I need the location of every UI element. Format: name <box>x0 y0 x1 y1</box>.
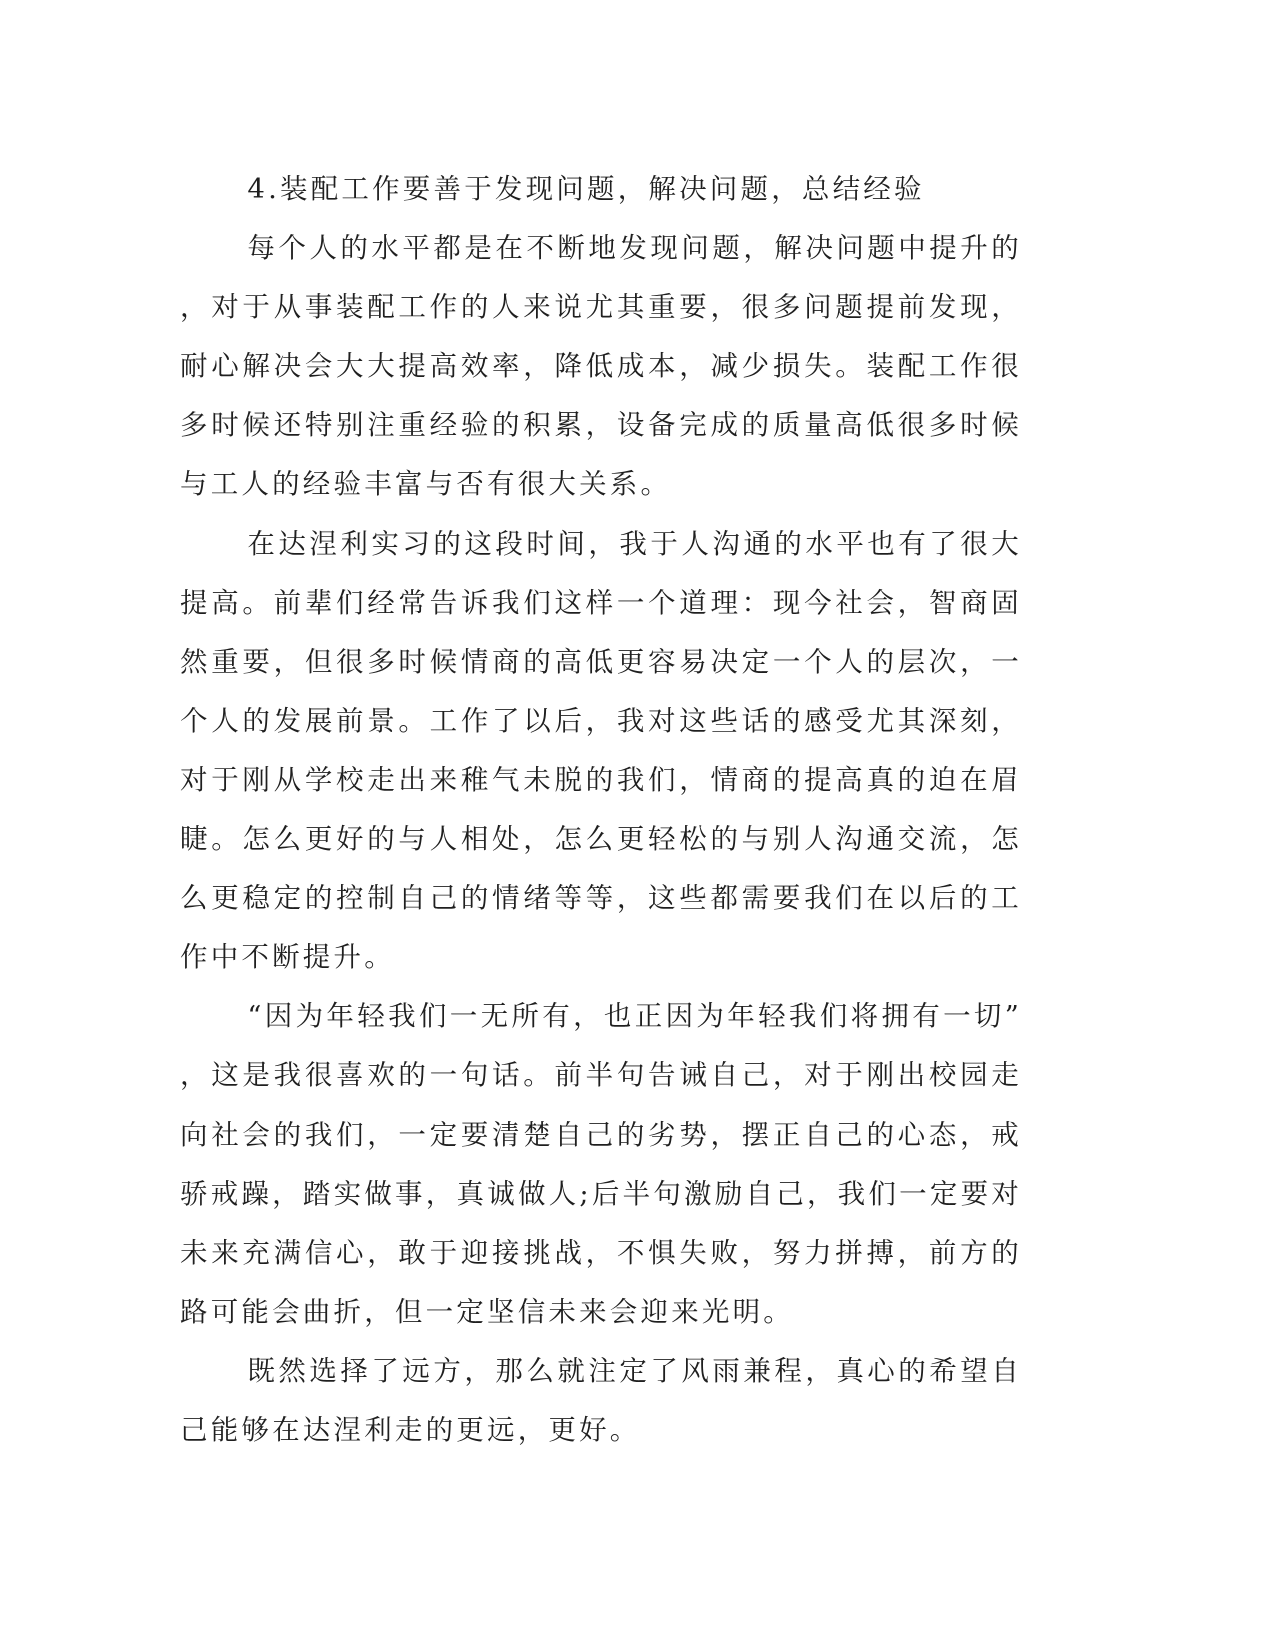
document-body <box>180 160 1022 1460</box>
paragraph-2: 在达涅利实习的这段时间，我于人沟通的水平也有了很大提高。前辈们经常告诉我们这样一个道理：现今社会，智商固然重要，但很多时候情商的高低更容易决定一个人的层次，一个人的发展前景。工作了以后，我对这些话的感受尤其深刻，对于刚从学校走出来稚气未脱的我们，情商的提高真的迫在眉睫。怎么更好的与人相处，怎么更轻松的与别人沟通交流，怎么更稳定的控制自己的情绪等等，这些都需要我们在以后的工作中不断提升。 <box>180 527 1022 974</box>
paragraph-4: 既然选择了远方，那么就注定了风雨兼程，真心的希望自己能够在达涅利走的更远，更好。 <box>180 1354 1022 1446</box>
paragraph-3: “因为年轻我们一无所有，也正因为年轻我们将拥有一切”，这是我很喜欢的一句话。前半句告诫自己，对于刚出校园走向社会的我们，一定要清楚自己的劣势，摆正自己的心态，戒骄戒躁，踏实做事，真诚做人;后半句激励自己，我们一定要对未来充满信心，敢于迎接挑战，不惧失败，努力拼搏，前方的路可能会曲折，但一定坚信未来会迎来光明。 <box>180 1000 1022 1328</box>
section-heading: 4.装配工作要善于发现问题，解决问题，总结经验 <box>247 173 925 205</box>
paragraph-1: 每个人的水平都是在不断地发现问题，解决问题中提升的，对于从事装配工作的人来说尤其重要，很多问题提前发现，耐心解决会大大提高效率，降低成本，减少损失。装配工作很多时候还特别注重经验的积累，设备完成的质量高低很多时候与工人的经验丰富与否有很大关系。 <box>180 232 1022 501</box>
